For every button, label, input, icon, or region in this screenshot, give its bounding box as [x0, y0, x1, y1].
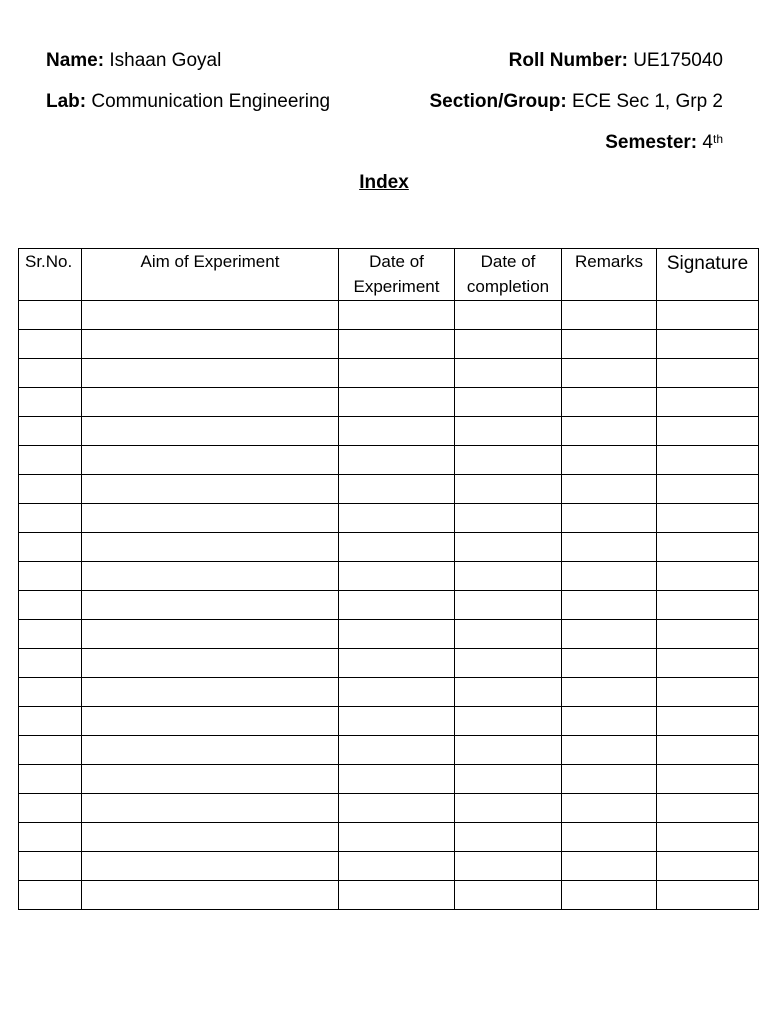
table-cell [657, 301, 759, 330]
table-cell [562, 330, 657, 359]
table-row [19, 533, 759, 562]
table-cell [455, 533, 562, 562]
table-cell [562, 881, 657, 910]
table-cell [82, 359, 339, 388]
index-title-text: Index [359, 172, 409, 193]
roll-number-field [509, 49, 723, 73]
table-cell [455, 707, 562, 736]
table-cell [455, 591, 562, 620]
table-cell [657, 562, 759, 591]
table-cell [82, 330, 339, 359]
lab-field [46, 90, 330, 114]
table-cell [657, 446, 759, 475]
table-cell [82, 301, 339, 330]
table-row [19, 562, 759, 591]
table-cell [19, 330, 82, 359]
table-cell [455, 330, 562, 359]
semester-field [605, 131, 723, 155]
table-cell [19, 765, 82, 794]
table-cell [339, 765, 455, 794]
table-row [19, 475, 759, 504]
table-cell [562, 533, 657, 562]
table-cell [562, 562, 657, 591]
table-row [19, 881, 759, 910]
table-cell [657, 823, 759, 852]
table-cell [657, 794, 759, 823]
column-header-sr-no [19, 249, 82, 301]
column-header-line1: Signature [666, 253, 749, 274]
table-row [19, 359, 759, 388]
table-cell [339, 794, 455, 823]
table-header-row [19, 249, 759, 301]
table-cell [82, 881, 339, 910]
table-cell [19, 881, 82, 910]
table-cell [657, 475, 759, 504]
table-row [19, 736, 759, 765]
table-cell [82, 823, 339, 852]
table-cell [82, 446, 339, 475]
table-cell [82, 736, 339, 765]
table-cell [657, 504, 759, 533]
column-header-line2: Experiment [353, 277, 440, 296]
table-cell [562, 417, 657, 446]
table-cell [455, 794, 562, 823]
table-row [19, 446, 759, 475]
table-cell [82, 504, 339, 533]
table-cell [339, 359, 455, 388]
table-cell [455, 562, 562, 591]
section-group-field [429, 90, 723, 114]
index-title [0, 171, 768, 195]
table-cell [562, 301, 657, 330]
table-cell [19, 533, 82, 562]
table-cell [657, 359, 759, 388]
table-cell [657, 649, 759, 678]
table-row [19, 794, 759, 823]
name-label: Name: [46, 50, 105, 71]
column-header-line1: Date of [369, 252, 424, 271]
table-cell [562, 388, 657, 417]
table-cell [562, 649, 657, 678]
table-cell [19, 707, 82, 736]
column-header-line1: Remarks [574, 252, 643, 271]
table-cell [19, 475, 82, 504]
table-cell [339, 301, 455, 330]
table-cell [82, 707, 339, 736]
table-cell [82, 417, 339, 446]
table-cell [339, 475, 455, 504]
table-cell [339, 591, 455, 620]
table-cell [455, 620, 562, 649]
table-cell [339, 533, 455, 562]
table-cell [657, 678, 759, 707]
table-cell [657, 620, 759, 649]
table-cell [339, 562, 455, 591]
table-cell [562, 359, 657, 388]
table-cell [82, 852, 339, 881]
table-cell [19, 417, 82, 446]
table-cell [562, 765, 657, 794]
table-row [19, 330, 759, 359]
table-cell [657, 533, 759, 562]
table-cell [82, 388, 339, 417]
table-row [19, 591, 759, 620]
table-cell [657, 417, 759, 446]
semester-label: Semester: [605, 132, 698, 153]
table-cell [339, 707, 455, 736]
table-cell [455, 823, 562, 852]
table-row [19, 504, 759, 533]
table-cell [339, 417, 455, 446]
table-cell [19, 678, 82, 707]
table-cell [339, 620, 455, 649]
table-cell [339, 823, 455, 852]
table-cell [19, 359, 82, 388]
lab-label: Lab: [46, 91, 87, 112]
table-cell [455, 649, 562, 678]
column-header-line1: Date of [480, 252, 536, 271]
section-group-label: Section/Group: [429, 91, 567, 112]
column-header-line1: Aim of Experiment [140, 252, 280, 271]
table-row [19, 417, 759, 446]
table-cell [19, 388, 82, 417]
column-header-aim [82, 249, 339, 301]
table-cell [19, 591, 82, 620]
table-cell [82, 794, 339, 823]
semester-ordinal-suffix: th [712, 132, 723, 146]
table-cell [657, 736, 759, 765]
table-row [19, 620, 759, 649]
roll-number-value: UE175040 [633, 50, 723, 71]
table-body [19, 301, 759, 910]
table-row [19, 301, 759, 330]
table-cell [562, 446, 657, 475]
table-cell [19, 794, 82, 823]
table-row [19, 765, 759, 794]
section-group-value: ECE Sec 1, Grp 2 [571, 91, 723, 112]
table-cell [562, 591, 657, 620]
table-cell [339, 504, 455, 533]
table-cell [562, 707, 657, 736]
table-cell [339, 388, 455, 417]
table-cell [455, 388, 562, 417]
column-header-date-of-completion [455, 249, 562, 301]
column-header-date-of-experiment [339, 249, 455, 301]
table-cell [562, 678, 657, 707]
table-cell [339, 678, 455, 707]
table-cell [82, 649, 339, 678]
table-cell [657, 881, 759, 910]
table-cell [82, 475, 339, 504]
table-row [19, 649, 759, 678]
table-cell [657, 707, 759, 736]
table-cell [339, 446, 455, 475]
table-cell [82, 765, 339, 794]
index-table [18, 248, 759, 910]
table-cell [455, 417, 562, 446]
table-cell [455, 736, 562, 765]
table-cell [455, 301, 562, 330]
table-cell [19, 852, 82, 881]
table-cell [562, 475, 657, 504]
name-field [46, 49, 221, 73]
table-cell [455, 852, 562, 881]
table-cell [455, 446, 562, 475]
table-cell [562, 504, 657, 533]
table-cell [657, 330, 759, 359]
table-cell [562, 794, 657, 823]
table-cell [19, 504, 82, 533]
column-header-line2: completion [466, 277, 550, 296]
semester-value: 4 [702, 132, 713, 153]
table-cell [339, 881, 455, 910]
table-cell [657, 765, 759, 794]
table-cell [562, 620, 657, 649]
table-cell [339, 852, 455, 881]
table-cell [455, 475, 562, 504]
table-cell [19, 649, 82, 678]
table-cell [19, 562, 82, 591]
table-row [19, 823, 759, 852]
table-row [19, 678, 759, 707]
table-cell [657, 852, 759, 881]
table-cell [339, 649, 455, 678]
table-cell [19, 823, 82, 852]
table-cell [82, 678, 339, 707]
table-cell [657, 591, 759, 620]
column-header-signature [657, 249, 759, 301]
table-row [19, 388, 759, 417]
table-cell [562, 823, 657, 852]
table-cell [82, 591, 339, 620]
table-cell [82, 562, 339, 591]
table-cell [455, 881, 562, 910]
table-row [19, 852, 759, 881]
table-cell [19, 736, 82, 765]
table-cell [19, 301, 82, 330]
table-cell [455, 504, 562, 533]
table-cell [455, 359, 562, 388]
table-cell [339, 736, 455, 765]
table-cell [339, 330, 455, 359]
table-cell [562, 852, 657, 881]
roll-number-label: Roll Number: [508, 50, 628, 71]
column-header-remarks [562, 249, 657, 301]
table-cell [19, 446, 82, 475]
table-cell [82, 533, 339, 562]
table-cell [562, 736, 657, 765]
column-header-line1: Sr.No. [25, 252, 73, 271]
table-cell [82, 620, 339, 649]
lab-value: Communication Engineering [91, 91, 331, 112]
table-cell [19, 620, 82, 649]
table-row [19, 707, 759, 736]
name-value: Ishaan Goyal [109, 50, 222, 71]
table-cell [455, 765, 562, 794]
table-cell [455, 678, 562, 707]
table-cell [657, 388, 759, 417]
